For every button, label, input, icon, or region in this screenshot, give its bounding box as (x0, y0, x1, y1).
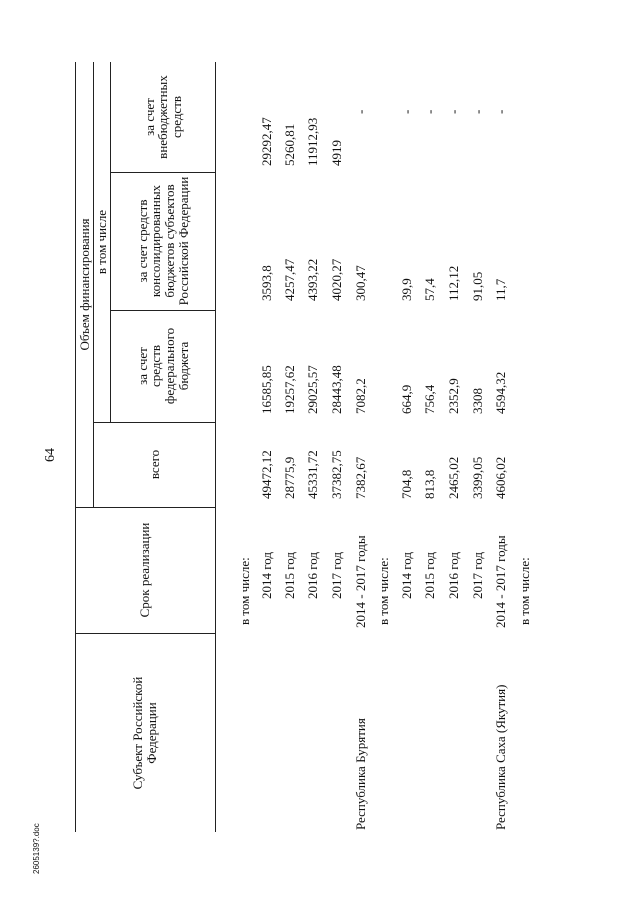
document-reference: 2605139?.doc (32, 823, 41, 874)
row-extrabudget: - (353, 109, 368, 114)
header-volume (76, 62, 93, 507)
header-total (94, 422, 215, 507)
row-total: 4606,02 (493, 456, 508, 499)
row-total: 28775,9 (282, 456, 297, 499)
row-regional: 57,4 (422, 278, 437, 301)
row-subject: Республика Саха (Якутия) (493, 684, 508, 830)
row-regional: 300,47 (353, 265, 368, 301)
row-period: 2017 год (470, 552, 485, 599)
row-federal: 7082,2 (353, 378, 368, 414)
header-period (78, 507, 212, 633)
row-regional: 112,12 (446, 265, 461, 301)
row-period: 2014 - 2017 годы (493, 535, 508, 628)
header-bottom-border (215, 62, 216, 832)
row-period: 2016 год (446, 552, 461, 599)
header-extrabudget (111, 62, 215, 172)
row-federal: 16585,85 (259, 365, 274, 414)
row-including-label: в том числе: (237, 557, 252, 625)
row-federal: 664,9 (399, 384, 414, 414)
row-federal: 3308 (470, 388, 485, 414)
row-period: 2017 год (329, 552, 344, 599)
row-period: 2016 год (305, 552, 320, 599)
row-extrabudget: - (422, 109, 437, 114)
row-regional: 39,9 (399, 278, 414, 301)
row-including-label: в том числе: (376, 557, 391, 625)
row-regional: 4257,47 (282, 258, 297, 301)
row-regional: 3593,8 (259, 265, 274, 301)
row-total: 45331,72 (305, 450, 320, 499)
header-subject (78, 634, 212, 832)
header-federal-text: за счет средств федерального бюджета (134, 327, 191, 405)
row-regional: 11,7 (493, 278, 508, 301)
row-federal: 29025,57 (305, 365, 320, 414)
header-total-text: всего (146, 449, 162, 480)
row-federal: 756,4 (422, 384, 437, 414)
row-extrabudget: - (470, 109, 485, 114)
row-extrabudget: - (493, 109, 508, 114)
header-volume-text: Объем финансирования (76, 218, 92, 351)
header-extrabudget-text: за счет внебюджетных средств (141, 75, 184, 159)
row-period: 2014 год (399, 552, 414, 599)
row-extrabudget: 29292,47 (259, 117, 274, 166)
row-extrabudget: - (399, 109, 414, 114)
row-extrabudget: 5260,81 (282, 123, 297, 166)
row-regional: 4020,27 (329, 258, 344, 301)
row-regional: 4393,22 (305, 258, 320, 301)
header-regional-text: за счет средств консолидированных бюджетов субъектов Российской Федерации (134, 176, 191, 306)
row-total: 704,8 (399, 469, 414, 499)
header-federal (111, 310, 215, 422)
row-extrabudget: - (446, 109, 461, 114)
row-total: 813,8 (422, 469, 437, 499)
row-period: 2015 год (422, 552, 437, 599)
row-including-label: в том числе: (517, 557, 532, 625)
row-federal: 28443,48 (329, 365, 344, 414)
row-total: 7382,67 (353, 456, 368, 499)
header-including-text: в том числе (94, 209, 110, 275)
page-number: 64 (43, 448, 58, 462)
row-federal: 19257,62 (282, 365, 297, 414)
row-regional: 91,05 (470, 271, 485, 301)
row-period: 2014 - 2017 годы (353, 535, 368, 628)
row-period: 2014 год (259, 552, 274, 599)
row-total: 2465,02 (446, 456, 461, 499)
header-including (94, 62, 110, 422)
header-regional (111, 172, 215, 310)
row-extrabudget: 4919 (329, 140, 344, 166)
row-total: 37382,75 (329, 450, 344, 499)
row-total: 49472,12 (259, 450, 274, 499)
row-federal: 2352,9 (446, 378, 461, 414)
row-period: 2015 год (282, 552, 297, 599)
row-subject: Республика Бурятия (353, 718, 368, 830)
header-subject-text: Субъект Российской Федерации (130, 676, 159, 790)
row-total: 3399,05 (470, 456, 485, 499)
header-period-text: Срок реализации (137, 522, 153, 618)
row-extrabudget: 11912,93 (305, 117, 320, 166)
row-federal: 4594,32 (493, 371, 508, 414)
